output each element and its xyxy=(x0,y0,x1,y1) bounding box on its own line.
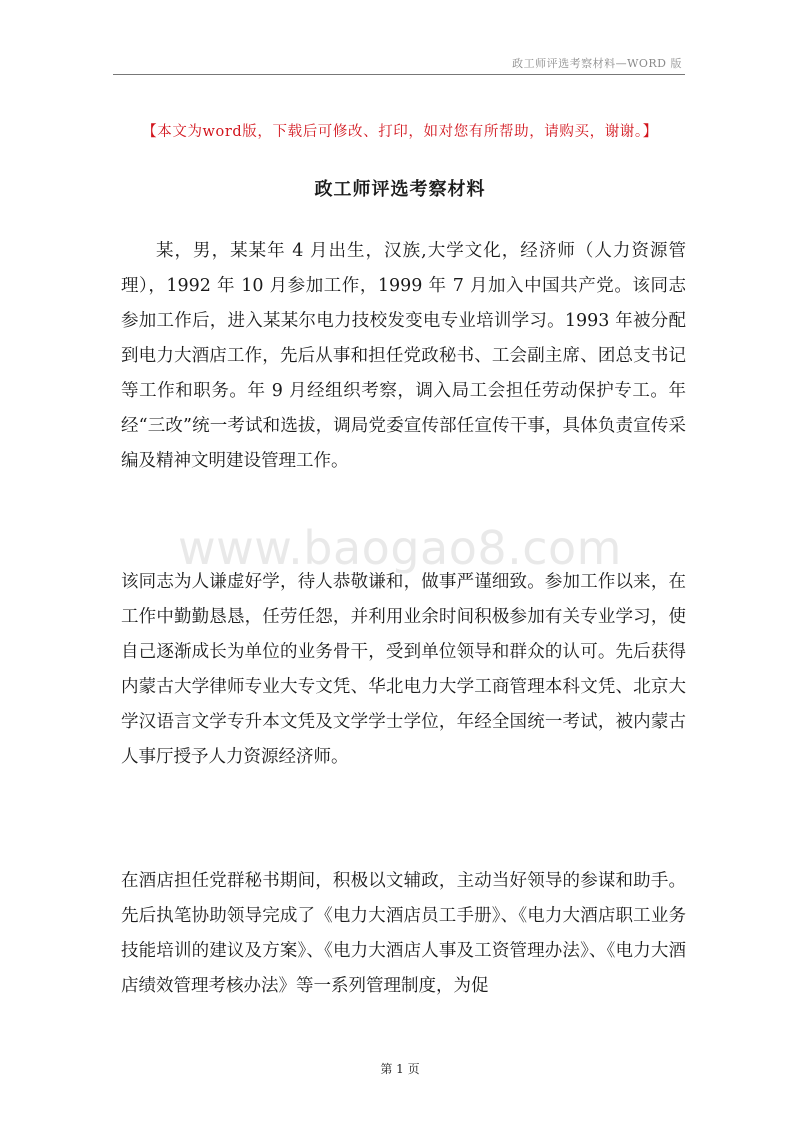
body-paragraph-1: 某，男，某某年 4 月出生，汉族,大学文化，经济师（人力资源管理），1992 年 10 月参加工作，1999 年 7 月加入中国共产党。该同志参加工作后，进入某某尔电力技校发变电专业培训学习。1993 年被分配到电力大酒店工作，先后从事和担任党政秘书、工会副主席、团总支书记等工作和职务。年 9 月经组织考察，调入局工会担任劳动保护专工。年经“三改”统一考试和选拔，调局党委宣传部任宣传干事，具体负责宣传采编及精神文明建设管理工作。 xyxy=(121,241,686,471)
page-number: 第 1 页 xyxy=(380,1062,420,1076)
header-divider xyxy=(113,74,685,75)
running-header: 政工师评选考察材料—WORD 版 xyxy=(512,57,682,70)
purchase-notice: 【本文为word版，下载后可修改、打印，如对您有所帮助，请购买，谢谢。】 xyxy=(142,124,658,140)
body-paragraph-3: 在酒店担任党群秘书期间，积极以文辅政，主动当好领导的参谋和助手。先后执笔协助领导完成了《电力大酒店员工手册》、《电力大酒店职工业务技能培训的建议及方案》、《电力大酒店人事及工资管理办法》、《电力大酒店绩效管理考核办法》等一系列管理制度，为促 xyxy=(121,871,686,996)
body-paragraph-2: 该同志为人谦虚好学，待人恭敬谦和，做事严谨细致。参加工作以来，在工作中勤勤恳恳，任劳任怨，并利用业余时间积极参加有关专业学习，使自己逐渐成长为单位的业务骨干，受到单位领导和群众的认可。先后获得内蒙古大学律师专业大专文凭、华北电力大学工商管理本科文凭、北京大学汉语言文学专升本文凭及文学学士学位，年经全国统一考试，被内蒙古人事厅授予人力资源经济师。 xyxy=(121,572,686,767)
watermark: www.baogao8.com xyxy=(178,521,622,575)
document-title: 政工师评选考察材料 xyxy=(314,179,486,200)
